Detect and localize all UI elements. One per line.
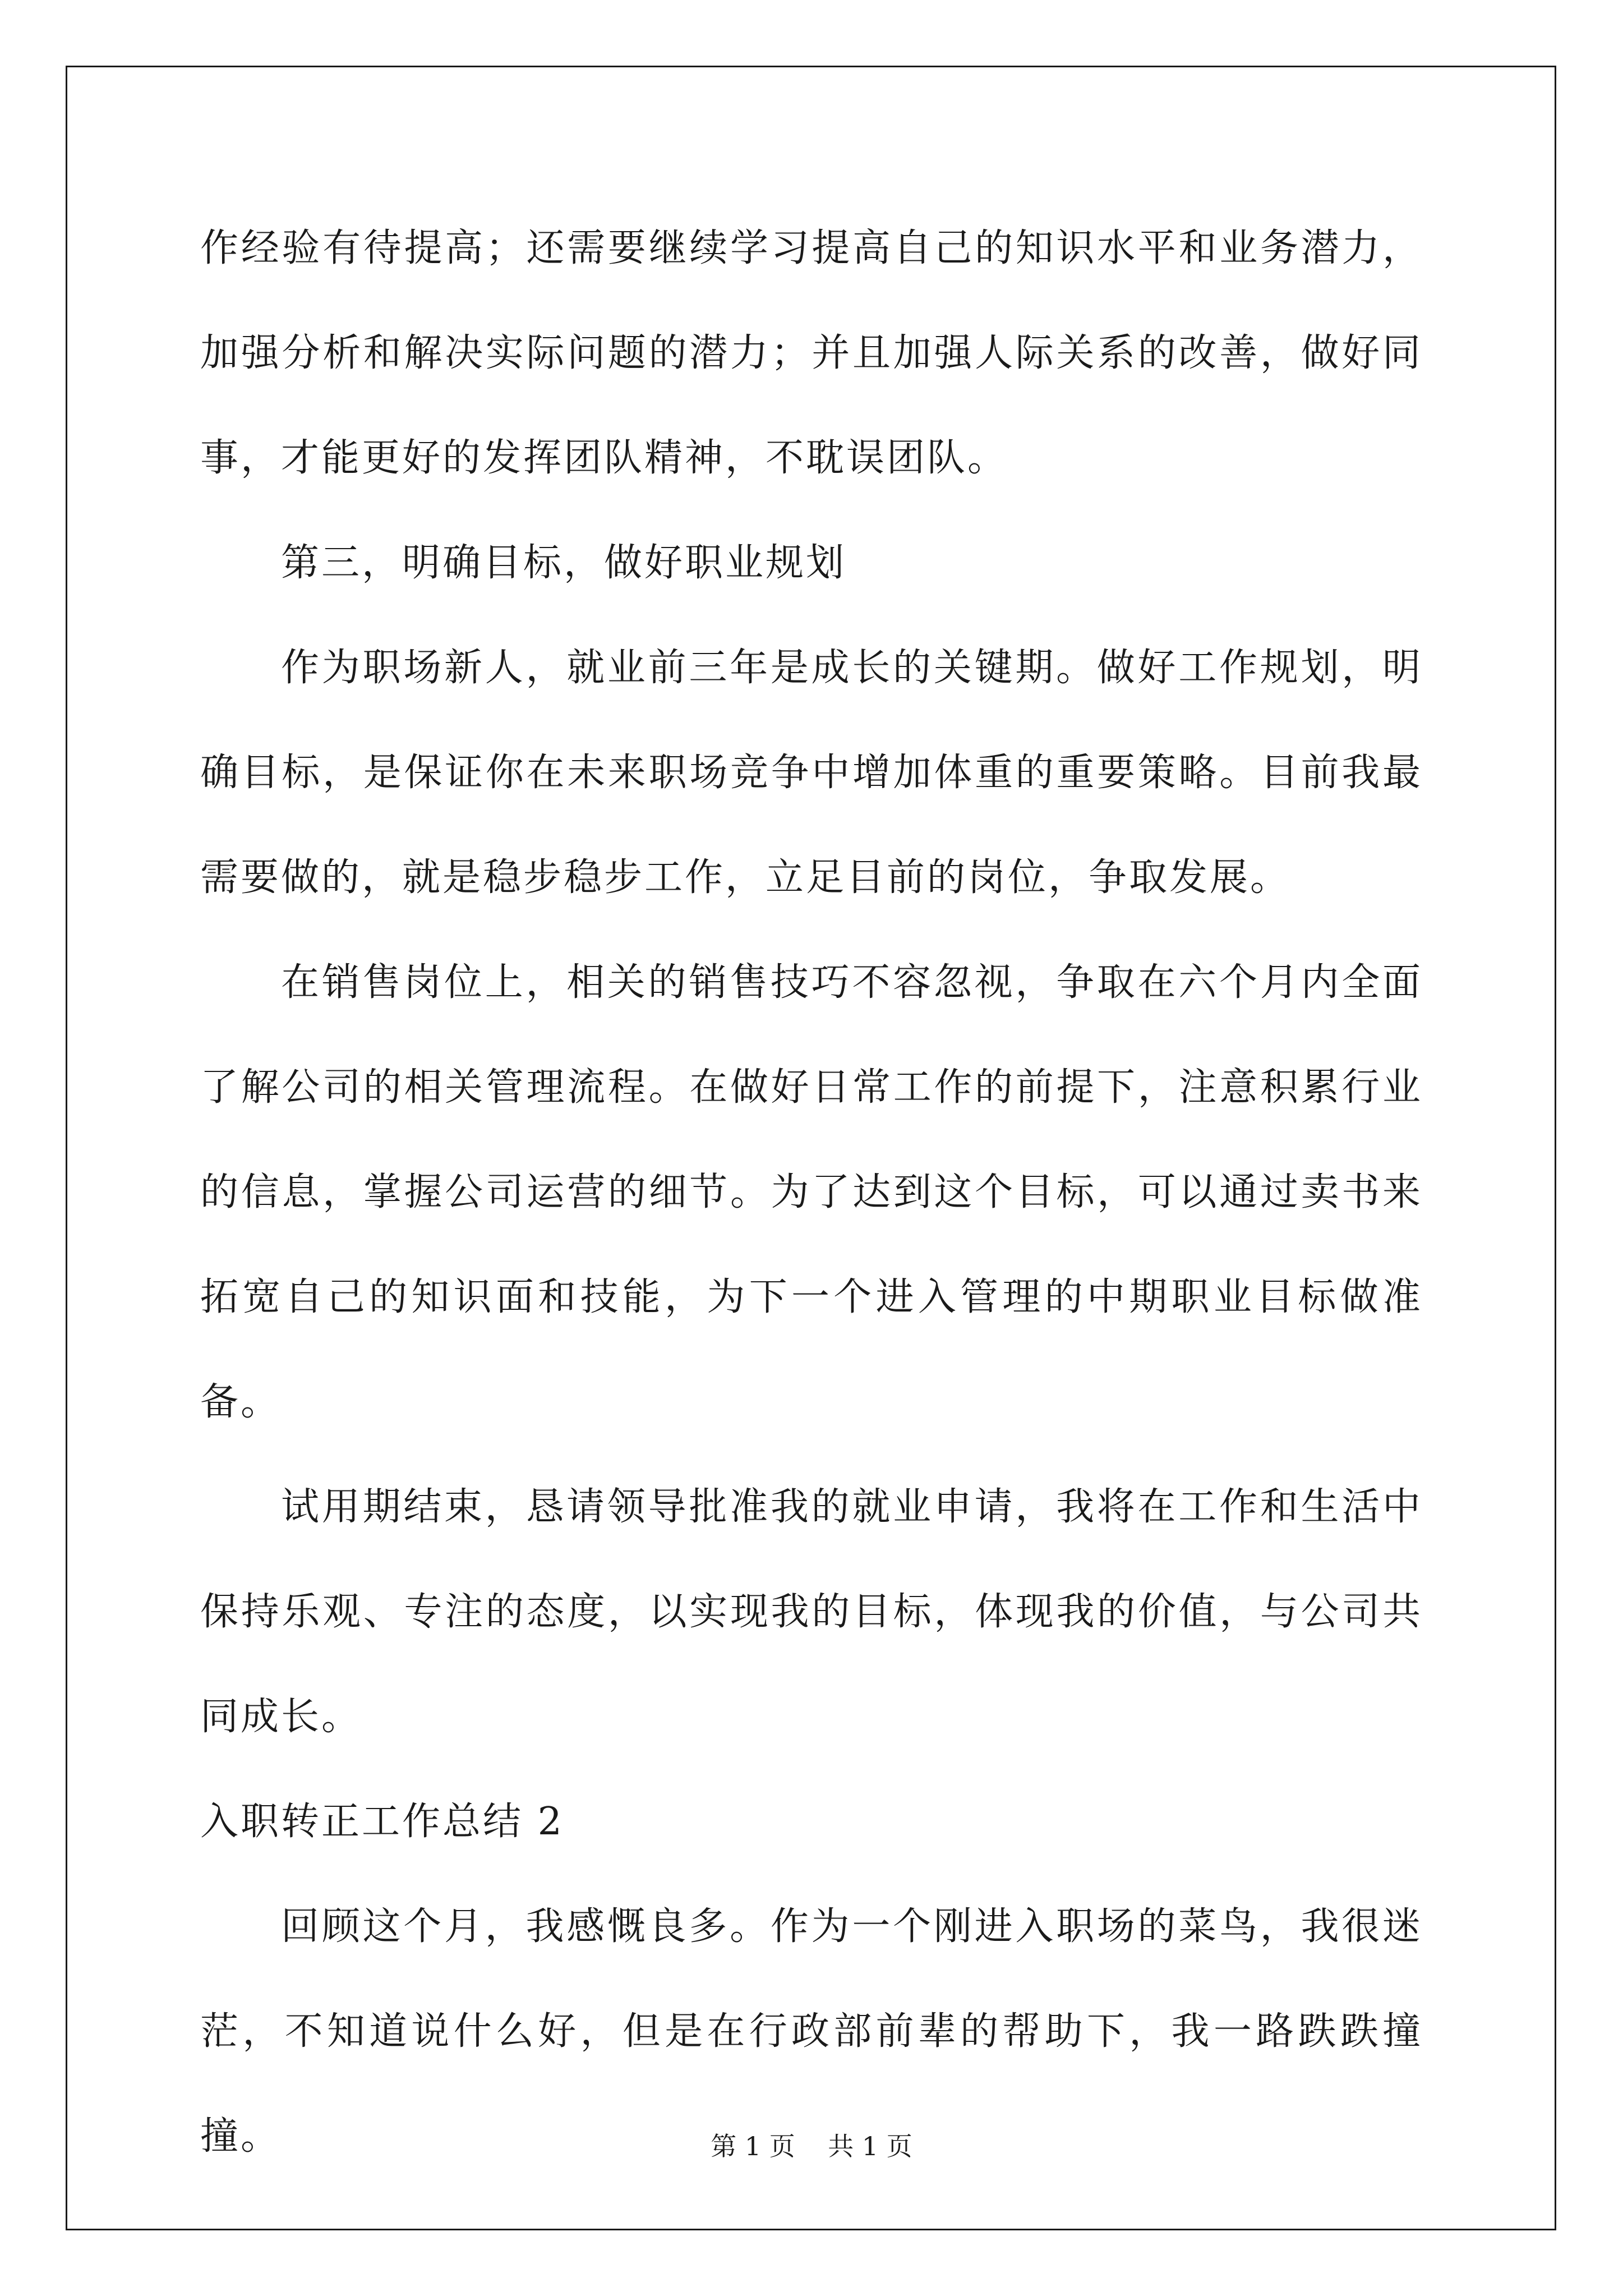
document-body <box>200 196 1423 2189</box>
page-footer: 第 1 页 共 1 页 <box>711 2131 912 2161</box>
paragraph: 回顾这个月，我感慨良多。作为一个刚进入职场的菜鸟，我很迷茫，不知道说什么好，但是在行政部前辈的帮助下，我一路跌跌撞撞。 <box>200 1904 1423 2159</box>
paragraph: 试用期结束，恳请领导批准我的就业申请，我将在工作和生活中保持乐观、专注的态度，以实现我的目标，体现我的价值，与公司共同成长。 <box>200 1485 1423 1739</box>
paragraph: 作为职场新人，就业前三年是成长的关键期。做好工作规划，明确目标，是保证你在未来职场竞争中增加体重的重要策略。目前我最需要做的，就是稳步稳步工作，立足目前的岗位，争取发展。 <box>200 646 1423 900</box>
paragraph: 在销售岗位上，相关的销售技巧不容忽视，争取在六个月内全面了解公司的相关管理流程。在做好日常工作的前提下，注意积累行业的信息，掌握公司运营的细节。为了达到这个目标，可以通过卖书来拓宽自己的知识面和技能，为下一个进入管理的中期职业目标做准备。 <box>200 960 1423 1424</box>
paragraph: 作经验有待提高；还需要继续学习提高自己的知识水平和业务潜力，加强分析和解决实际问题的潜力；并且加强人际关系的改善，做好同事，才能更好的发挥团队精神，不耽误团队。 <box>200 226 1423 480</box>
section-title: 入职转正工作总结 2 <box>200 1800 564 1844</box>
paragraph-heading: 第三，明确目标，做好职业规划 <box>281 541 847 585</box>
